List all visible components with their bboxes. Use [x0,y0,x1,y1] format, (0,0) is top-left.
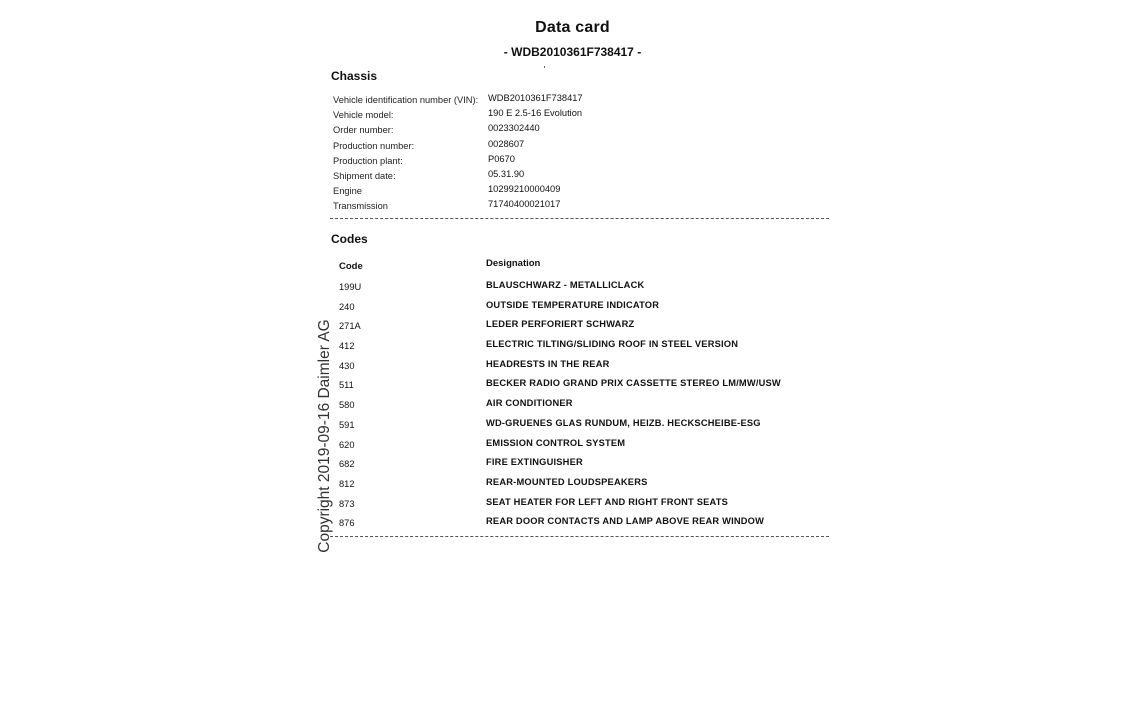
chassis-label: Production number: [333,140,415,151]
chassis-row [333,170,633,185]
chassis-value: P0670 [488,153,515,164]
code-row [339,457,829,477]
code-number: 876 [339,518,355,529]
code-row [339,280,829,300]
code-number: 812 [339,478,355,489]
chassis-value: 0028607 [488,138,525,149]
chassis-value: 05.31.90 [488,168,525,179]
chassis-row [333,185,633,200]
column-header-code: Code [339,261,363,272]
code-row [339,398,829,418]
code-designation: AIR CONDITIONER [486,398,573,409]
chassis-label: Vehicle identification number (VIN): [333,95,479,105]
code-number: 580 [339,400,355,411]
code-row [339,339,829,359]
code-designation: BECKER RADIO GRAND PRIX CASSETTE STEREO LM/MW/USW [486,378,781,389]
chassis-heading: Chassis [331,69,378,83]
code-row [339,300,829,320]
code-designation: SEAT HEATER FOR LEFT AND RIGHT FRONT SEATS [486,496,729,507]
vin-header: - WDB2010361F738417 - [503,45,642,59]
chassis-value: 71740400021017 [488,199,561,210]
chassis-label: Shipment date: [333,170,396,181]
code-designation: EMISSION CONTROL SYSTEM [486,437,626,448]
chassis-row [333,140,633,155]
chassis-label: Vehicle model: [333,110,394,121]
code-row [339,516,829,536]
chassis-row [333,124,633,139]
code-number: 199U [339,282,362,292]
code-row [339,319,829,339]
chassis-row [333,200,633,215]
copyright-watermark: Copyright 2019-09-16 Daimler AG [316,319,333,553]
code-designation: REAR DOOR CONTACTS AND LAMP ABOVE REAR WINDOW [486,516,765,527]
code-number: 682 [339,459,355,470]
code-number: 412 [339,341,355,352]
chassis-list [333,94,633,216]
code-number: 271A [339,321,361,332]
code-row [339,497,829,517]
code-row [339,438,829,458]
codes-heading: Codes [331,232,368,246]
chassis-value: 0023302440 [488,123,540,134]
code-row [339,418,829,438]
page-title: Data card [535,19,610,36]
chassis-value: 190 E 2.5-16 Evolution [488,108,583,119]
chassis-row [333,155,633,170]
chassis-label: Transmission [333,201,388,212]
chassis-value: 10299210000409 [488,184,561,195]
chassis-value: WDB2010361F738417 [488,93,583,103]
code-designation: HEADRESTS IN THE REAR [486,358,610,369]
code-row [339,378,829,398]
scan-speck [544,66,545,68]
chassis-label: Order number: [333,125,394,136]
divider-chassis [330,218,829,219]
code-number: 430 [339,360,355,371]
chassis-row [333,109,633,124]
code-designation: REAR-MOUNTED LOUDSPEAKERS [486,476,648,487]
chassis-label: Engine [333,186,362,197]
code-number: 511 [339,380,354,391]
chassis-label: Production plant: [333,155,403,166]
codes-list [339,280,829,536]
code-designation: FIRE EXTINGUISHER [486,457,583,468]
column-header-designation: Designation [486,258,541,269]
code-row [339,477,829,497]
code-row [339,359,829,379]
code-number: 873 [339,498,355,509]
code-number: 240 [339,301,355,312]
code-designation: OUTSIDE TEMPERATURE INDICATOR [486,299,660,310]
code-number: 620 [339,439,355,450]
code-number: 591 [339,419,355,430]
divider-codes [330,536,829,537]
code-designation: BLAUSCHWARZ - METALLICLACK [486,280,645,290]
code-designation: WD-GRUENES GLAS RUNDUM, HEIZB. HECKSCHEIBE-ESG [486,417,761,428]
code-designation: ELECTRIC TILTING/SLIDING ROOF IN STEEL VERSION [486,339,739,350]
code-designation: LEDER PERFORIERT SCHWARZ [486,319,635,330]
chassis-row [333,94,633,109]
